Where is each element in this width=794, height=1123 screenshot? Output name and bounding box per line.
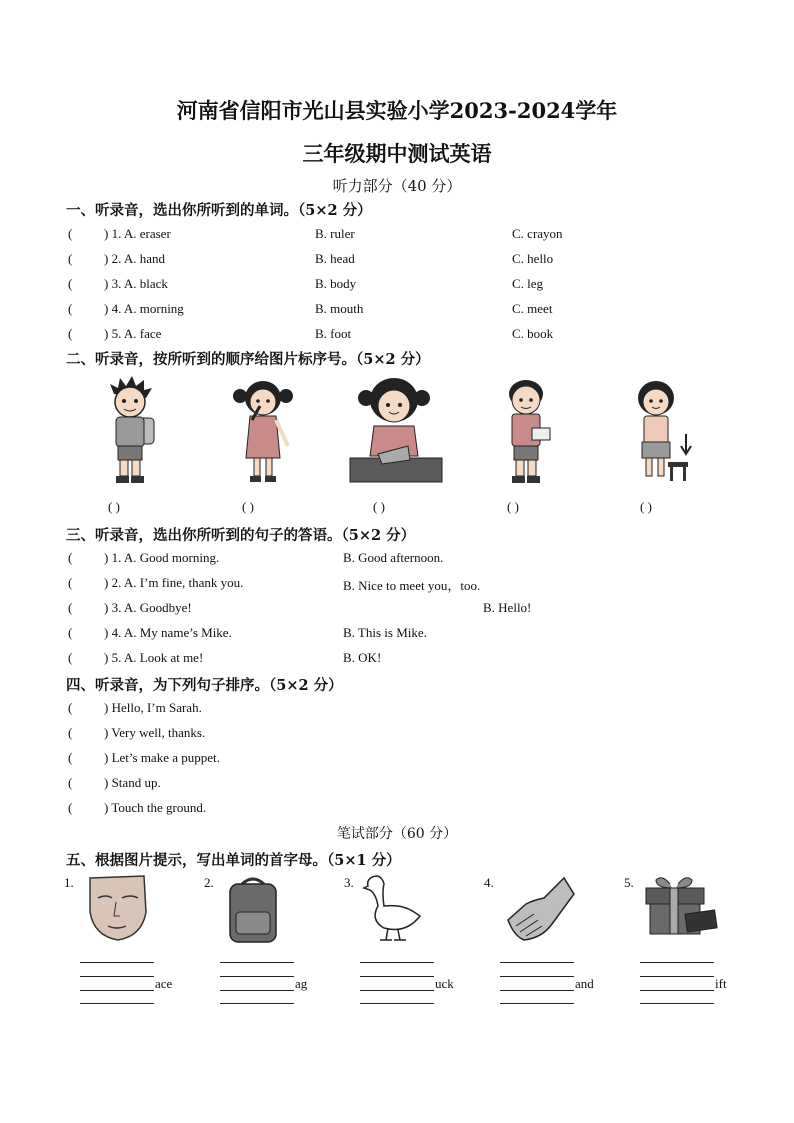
answer-blank-open: ( xyxy=(68,575,73,590)
answer-blank-open: ( xyxy=(68,226,73,241)
answer-line[interactable] xyxy=(220,990,294,991)
s1-option-b: B. body xyxy=(315,276,357,291)
s1-option-c: C. book xyxy=(512,326,554,341)
answer-blank-open: ( xyxy=(68,600,73,615)
s1-option-b: B. foot xyxy=(315,326,352,341)
s2-answer-blank: ( ) xyxy=(640,499,652,514)
answer-blank-open: ( xyxy=(68,750,73,765)
answer-blank-open: ( xyxy=(68,550,73,565)
duck-picture xyxy=(362,872,426,944)
page-subtitle: 三年级期中测试英语 xyxy=(302,141,492,166)
writing-part-heading: 笔试部分（60 分） xyxy=(336,826,458,842)
s5-word-suffix: ag xyxy=(295,976,308,991)
s2-answer-blank: ( ) xyxy=(507,499,519,514)
answer-blank-open: ( xyxy=(68,301,73,316)
answer-blank-open: ( xyxy=(68,800,73,815)
s2-answer-blank: ( ) xyxy=(108,499,120,514)
answer-line[interactable] xyxy=(360,990,434,991)
s3-option-b: B. Good afternoon. xyxy=(343,550,444,565)
s3-option-a: ) 5. A. Look at me! xyxy=(104,650,204,665)
writing-guide-line xyxy=(80,1003,154,1004)
section-5-heading: 五、根据图片提示，写出单词的首字母。（5×1 分） xyxy=(66,852,401,869)
section-3-heading: 三、听录音，选出你所听到的句子的答语。（5×2 分） xyxy=(66,527,416,544)
s1-option-c: C. hello xyxy=(512,251,554,266)
answer-line[interactable] xyxy=(500,990,574,991)
answer-line[interactable] xyxy=(640,990,714,991)
girl-touching-nose-picture xyxy=(230,376,296,488)
s1-option-b: B. mouth xyxy=(315,301,364,316)
s5-word-suffix: ift xyxy=(715,976,727,991)
section-1-heading: 一、听录音，选出你所听到的单词。（5×2 分） xyxy=(66,202,372,219)
s1-option-a: ) 1. A. eraser xyxy=(104,226,171,241)
girl-making-puppet-picture xyxy=(348,374,444,486)
hand-picture xyxy=(504,874,576,944)
section-2-heading: 二、听录音，按所听到的顺序给图片标序号。（5×2 分） xyxy=(66,351,430,368)
writing-guide-line xyxy=(640,962,714,963)
bag-picture xyxy=(226,874,280,944)
writing-guide-line xyxy=(220,976,294,977)
s1-option-a: ) 2. A. hand xyxy=(104,251,166,266)
writing-guide-line xyxy=(360,976,434,977)
page-title: 河南省信阳市光山县实验小学2023-2024学年 xyxy=(176,98,618,123)
boy-holding-book-picture xyxy=(498,376,558,488)
s3-option-a: ) 2. A. I’m fine, thank you. xyxy=(104,575,244,590)
answer-blank-open: ( xyxy=(68,775,73,790)
s5-item-number: 4. xyxy=(484,875,494,890)
s3-option-a: ) 3. A. Goodbye! xyxy=(104,600,192,615)
s4-sentence: ) Touch the ground. xyxy=(104,800,207,815)
answer-blank-open: ( xyxy=(68,625,73,640)
writing-guide-line xyxy=(500,1003,574,1004)
s1-option-c: C. meet xyxy=(512,301,553,316)
s5-word-suffix: ace xyxy=(155,976,173,991)
answer-blank-open: ( xyxy=(68,251,73,266)
writing-guide-line xyxy=(360,1003,434,1004)
writing-guide-line xyxy=(220,962,294,963)
s3-option-b: B. Nice to meet you，too. xyxy=(343,578,481,593)
s5-item-number: 1. xyxy=(64,875,74,890)
writing-guide-line xyxy=(220,1003,294,1004)
s3-option-a: ) 4. A. My name’s Mike. xyxy=(104,625,232,640)
face-picture xyxy=(82,872,152,942)
answer-blank-open: ( xyxy=(68,276,73,291)
s1-option-a: ) 3. A. black xyxy=(104,276,168,291)
answer-blank-open: ( xyxy=(68,650,73,665)
s3-option-b: B. OK! xyxy=(343,650,382,665)
s2-answer-blank: ( ) xyxy=(373,499,385,514)
writing-guide-line xyxy=(360,962,434,963)
writing-guide-line xyxy=(500,976,574,977)
s4-sentence: ) Very well, thanks. xyxy=(104,725,206,740)
s2-answer-blank: ( ) xyxy=(242,499,254,514)
s3-option-a: ) 1. A. Good morning. xyxy=(104,550,220,565)
listening-part-heading: 听力部分（40 分） xyxy=(332,177,462,195)
answer-blank-open: ( xyxy=(68,700,73,715)
s3-option-b: B. This is Mike. xyxy=(343,625,427,640)
boy-with-backpack-picture xyxy=(100,376,160,488)
answer-blank-open: ( xyxy=(68,725,73,740)
s1-option-c: C. leg xyxy=(512,276,544,291)
answer-line[interactable] xyxy=(80,990,154,991)
s1-option-b: B. head xyxy=(315,251,355,266)
answer-blank-open: ( xyxy=(68,326,73,341)
writing-guide-line xyxy=(640,1003,714,1004)
s5-item-number: 2. xyxy=(204,875,214,890)
s5-word-suffix: uck xyxy=(435,976,454,991)
s4-sentence: ) Hello, I’m Sarah. xyxy=(104,700,202,715)
s5-word-suffix: and xyxy=(575,976,594,991)
girl-standing-up-picture xyxy=(626,376,692,488)
s1-option-a: ) 5. A. face xyxy=(104,326,162,341)
section-4-heading: 四、听录音，为下列句子排序。（5×2 分） xyxy=(66,677,343,694)
s4-sentence: ) Let’s make a puppet. xyxy=(104,750,220,765)
s3-option-b: B. Hello! xyxy=(483,600,532,615)
writing-guide-line xyxy=(640,976,714,977)
s4-sentence: ) Stand up. xyxy=(104,775,161,790)
gift-picture xyxy=(642,872,720,938)
writing-guide-line xyxy=(500,962,574,963)
s5-item-number: 5. xyxy=(624,875,634,890)
s5-item-number: 3. xyxy=(344,875,354,890)
s1-option-a: ) 4. A. morning xyxy=(104,301,184,316)
s1-option-c: C. crayon xyxy=(512,226,563,241)
writing-guide-line xyxy=(80,962,154,963)
s1-option-b: B. ruler xyxy=(315,226,355,241)
writing-guide-line xyxy=(80,976,154,977)
